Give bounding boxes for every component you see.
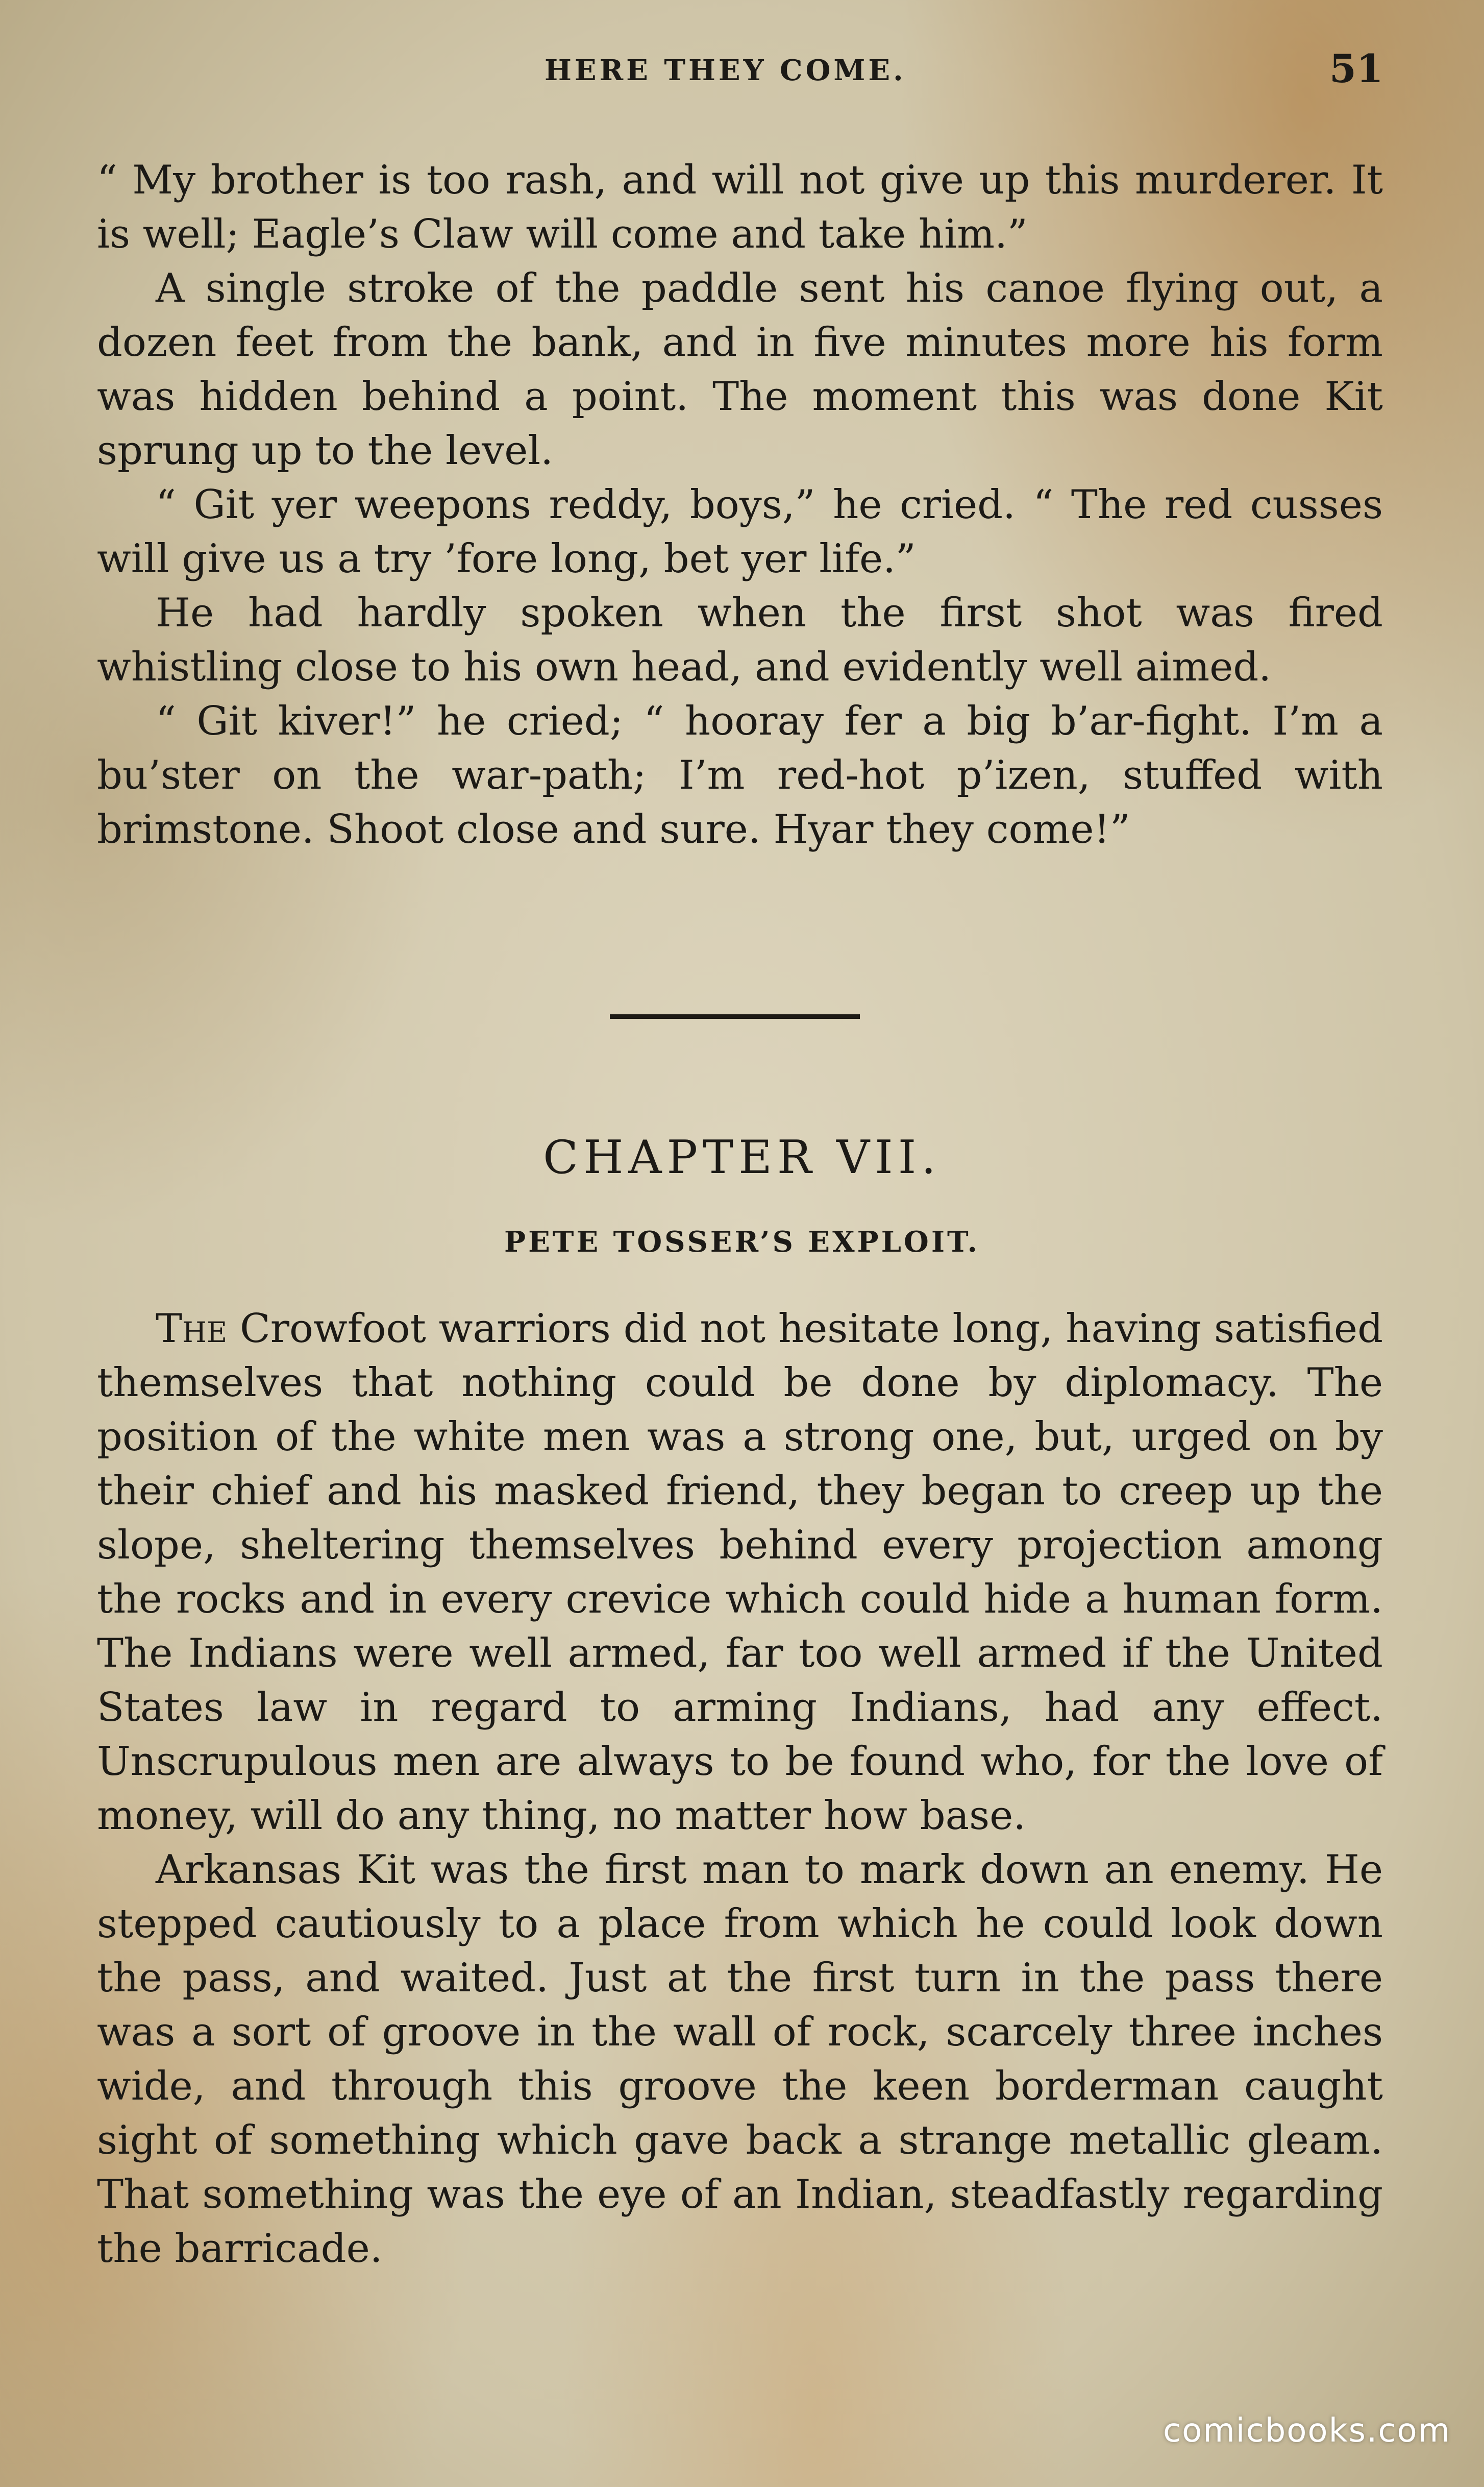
opening-word: The: [156, 1306, 228, 1352]
chapter-title: CHAPTER VII.: [543, 1131, 941, 1184]
paragraph: [97, 1302, 1383, 1843]
chapter-body: [97, 1302, 1383, 2276]
paragraph: A single stroke of the paddle sent his canoe flying out, a dozen feet from the bank, and in five minutes more his form was hidden behind a point. The moment this was done Kit sprung up to the level.: [97, 265, 1383, 474]
paragraph: “ Git kiver!” he cried; “ hooray fer a big b’ar-fight. I’m a bu’ster on the war-path; I’m red-hot p’izen, stuffed with brimstone. Shoot close and sure. Hyar they come!”: [97, 698, 1383, 852]
text-block-before-chapter: [97, 153, 1383, 857]
watermark: comicbooks.com: [1163, 2412, 1451, 2450]
paragraph: Arkansas Kit was the first man to mark down an enemy. He stepped cautiously to a place from which he could look down the pass, and waited. Just at the first turn in the pass there was a sort of groove in the wall of rock, scarcely three inches wide, and through this groove the keen borderman caught sight of something which gave back a strange metallic gleam. That something was the eye of an Indian, steadfastly regarding the barricade.: [97, 1847, 1383, 2272]
page-number: 51: [1329, 46, 1383, 91]
paragraph-text: Crowfoot warriors did not hesitate long, having satisfied themselves that nothing could be done by diplomacy. The position of the white men was a strong one, but, urged on by their chief and his masked friend, they began to creep up the slope, sheltering themselves behind every projection among the rocks and in every crevice which could hide a human form. The Indians were well armed, far too well armed if the United States law in regard to arming Indians, had any effect. Unscrupulous men are always to be found who, for the love of money, will do any thing, no matter how base.: [97, 1306, 1383, 1839]
running-head: HERE THEY COME.: [545, 54, 906, 87]
paragraph: He had hardly spoken when the first shot was fired whistling close to his own head, and evidently well aimed.: [97, 590, 1383, 690]
chapter-subtitle: PETE TOSSER’S EXPLOIT.: [504, 1225, 980, 1259]
section-divider: [610, 1014, 860, 1019]
paragraph: “ Git yer weepons reddy, boys,” he cried. “ The red cusses will give us a try ’fore long, bet yer life.”: [97, 482, 1383, 582]
paragraph: “ My brother is too rash, and will not give up this murderer. It is well; Eagle’s Claw will come and take him.”: [97, 157, 1383, 257]
